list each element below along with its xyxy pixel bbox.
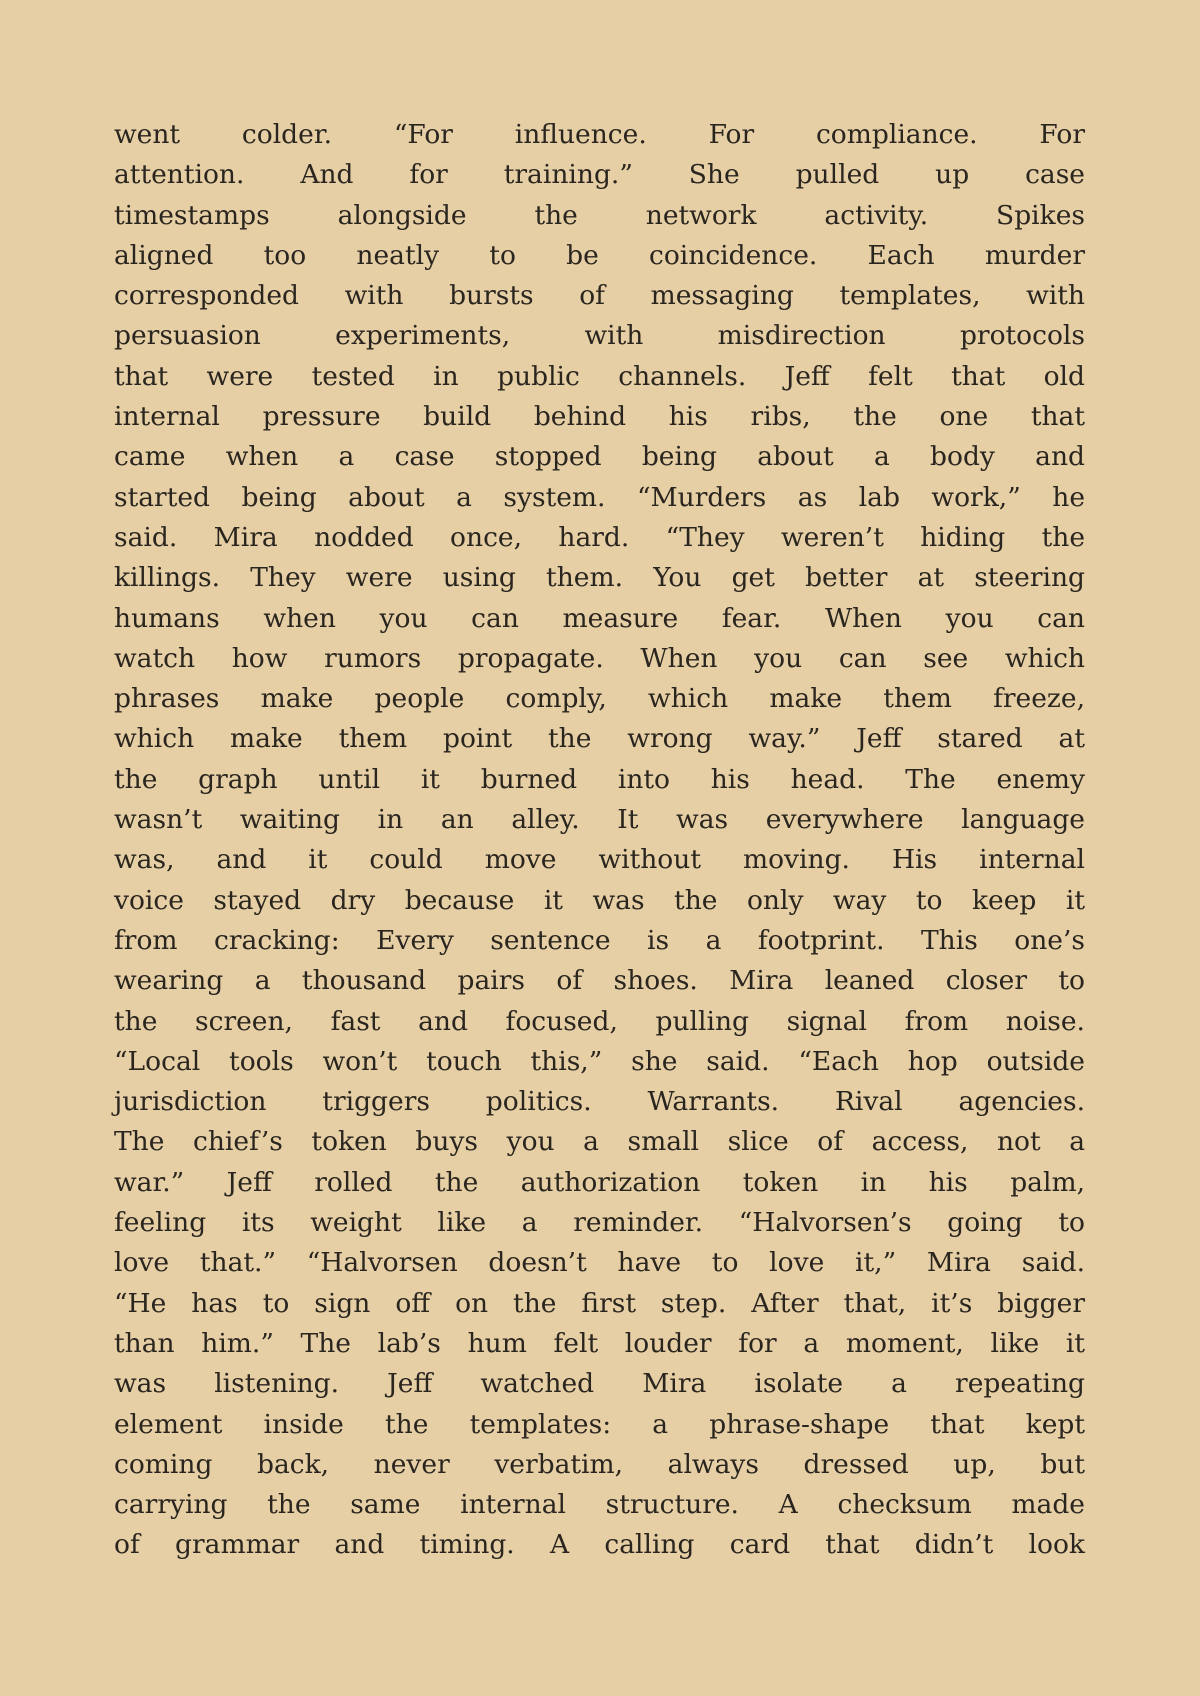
text-line: went colder. “For influence. For compliance. For [114, 119, 1085, 150]
text-line: corresponded with bursts of messaging templates, with [114, 280, 1085, 312]
text-line: aligned too neatly to be coincidence. Each murder [114, 239, 1085, 271]
text-line: persuasion experiments, with misdirection protocols [114, 320, 1085, 352]
text-line: love that.” “Halvorsen doesn’t have to love it,” Mira said. [114, 1247, 1085, 1279]
text-line: wearing a thousand pairs of shoes. Mira leaned closer to [114, 965, 1085, 997]
text-line: than him.” The lab’s hum felt louder for a moment, like it [114, 1327, 1085, 1359]
text-line: jurisdiction triggers politics. Warrants. Rival agencies. [114, 1086, 1085, 1118]
text-line: the graph until it burned into his head. The enemy [114, 763, 1085, 795]
text-line: wasn’t waiting in an alley. It was everywhere language [114, 804, 1085, 836]
text-line: voice stayed dry because it was the only way to keep it [114, 884, 1085, 916]
text-line: that were tested in public channels. Jeff felt that old [114, 360, 1085, 392]
text-line: killings. They were using them. You get better at steering [114, 562, 1085, 594]
text-line: humans when you can measure fear. When you can [114, 602, 1085, 634]
text-line: phrases make people comply, which make them freeze, [114, 683, 1085, 715]
text-line: “Local tools won’t touch this,” she said. “Each hop outside [114, 1045, 1085, 1077]
text-line: of grammar and timing. A calling card that didn’t look [114, 1529, 1085, 1561]
text-line: coming back, never verbatim, always dressed up, but [114, 1448, 1085, 1480]
book-page-text [114, 115, 1085, 1566]
text-line: “He has to sign off on the first step. After that, it’s bigger [114, 1287, 1085, 1319]
text-line: was listening. Jeff watched Mira isolate a repeating [114, 1368, 1085, 1400]
text-line: element inside the templates: a phrase-shape that kept [114, 1408, 1085, 1440]
text-line: attention. And for training.” She pulled up case [114, 159, 1085, 191]
text-line: The chief’s token buys you a small slice of access, not a [114, 1126, 1085, 1158]
text-line: came when a case stopped being about a body and [114, 441, 1085, 473]
text-line: from cracking: Every sentence is a footprint. This one’s [114, 924, 1085, 956]
text-line: carrying the same internal structure. A checksum made [114, 1489, 1085, 1521]
text-line: started being about a system. “Murders as lab work,” he [114, 481, 1085, 513]
text-line: feeling its weight like a reminder. “Halvorsen’s going to [114, 1207, 1085, 1239]
text-line: which make them point the wrong way.” Jeff stared at [114, 723, 1085, 755]
text-line: war.” Jeff rolled the authorization token in his palm, [114, 1166, 1085, 1198]
text-line: timestamps alongside the network activity. Spikes [114, 199, 1085, 231]
text-line: said. Mira nodded once, hard. “They weren’t hiding the [114, 521, 1085, 553]
text-line: was, and it could move without moving. His internal [114, 844, 1085, 876]
text-line: internal pressure build behind his ribs, the one that [114, 401, 1085, 433]
text-line: watch how rumors propagate. When you can see which [114, 642, 1085, 674]
text-line: the screen, fast and focused, pulling signal from noise. [114, 1005, 1085, 1037]
